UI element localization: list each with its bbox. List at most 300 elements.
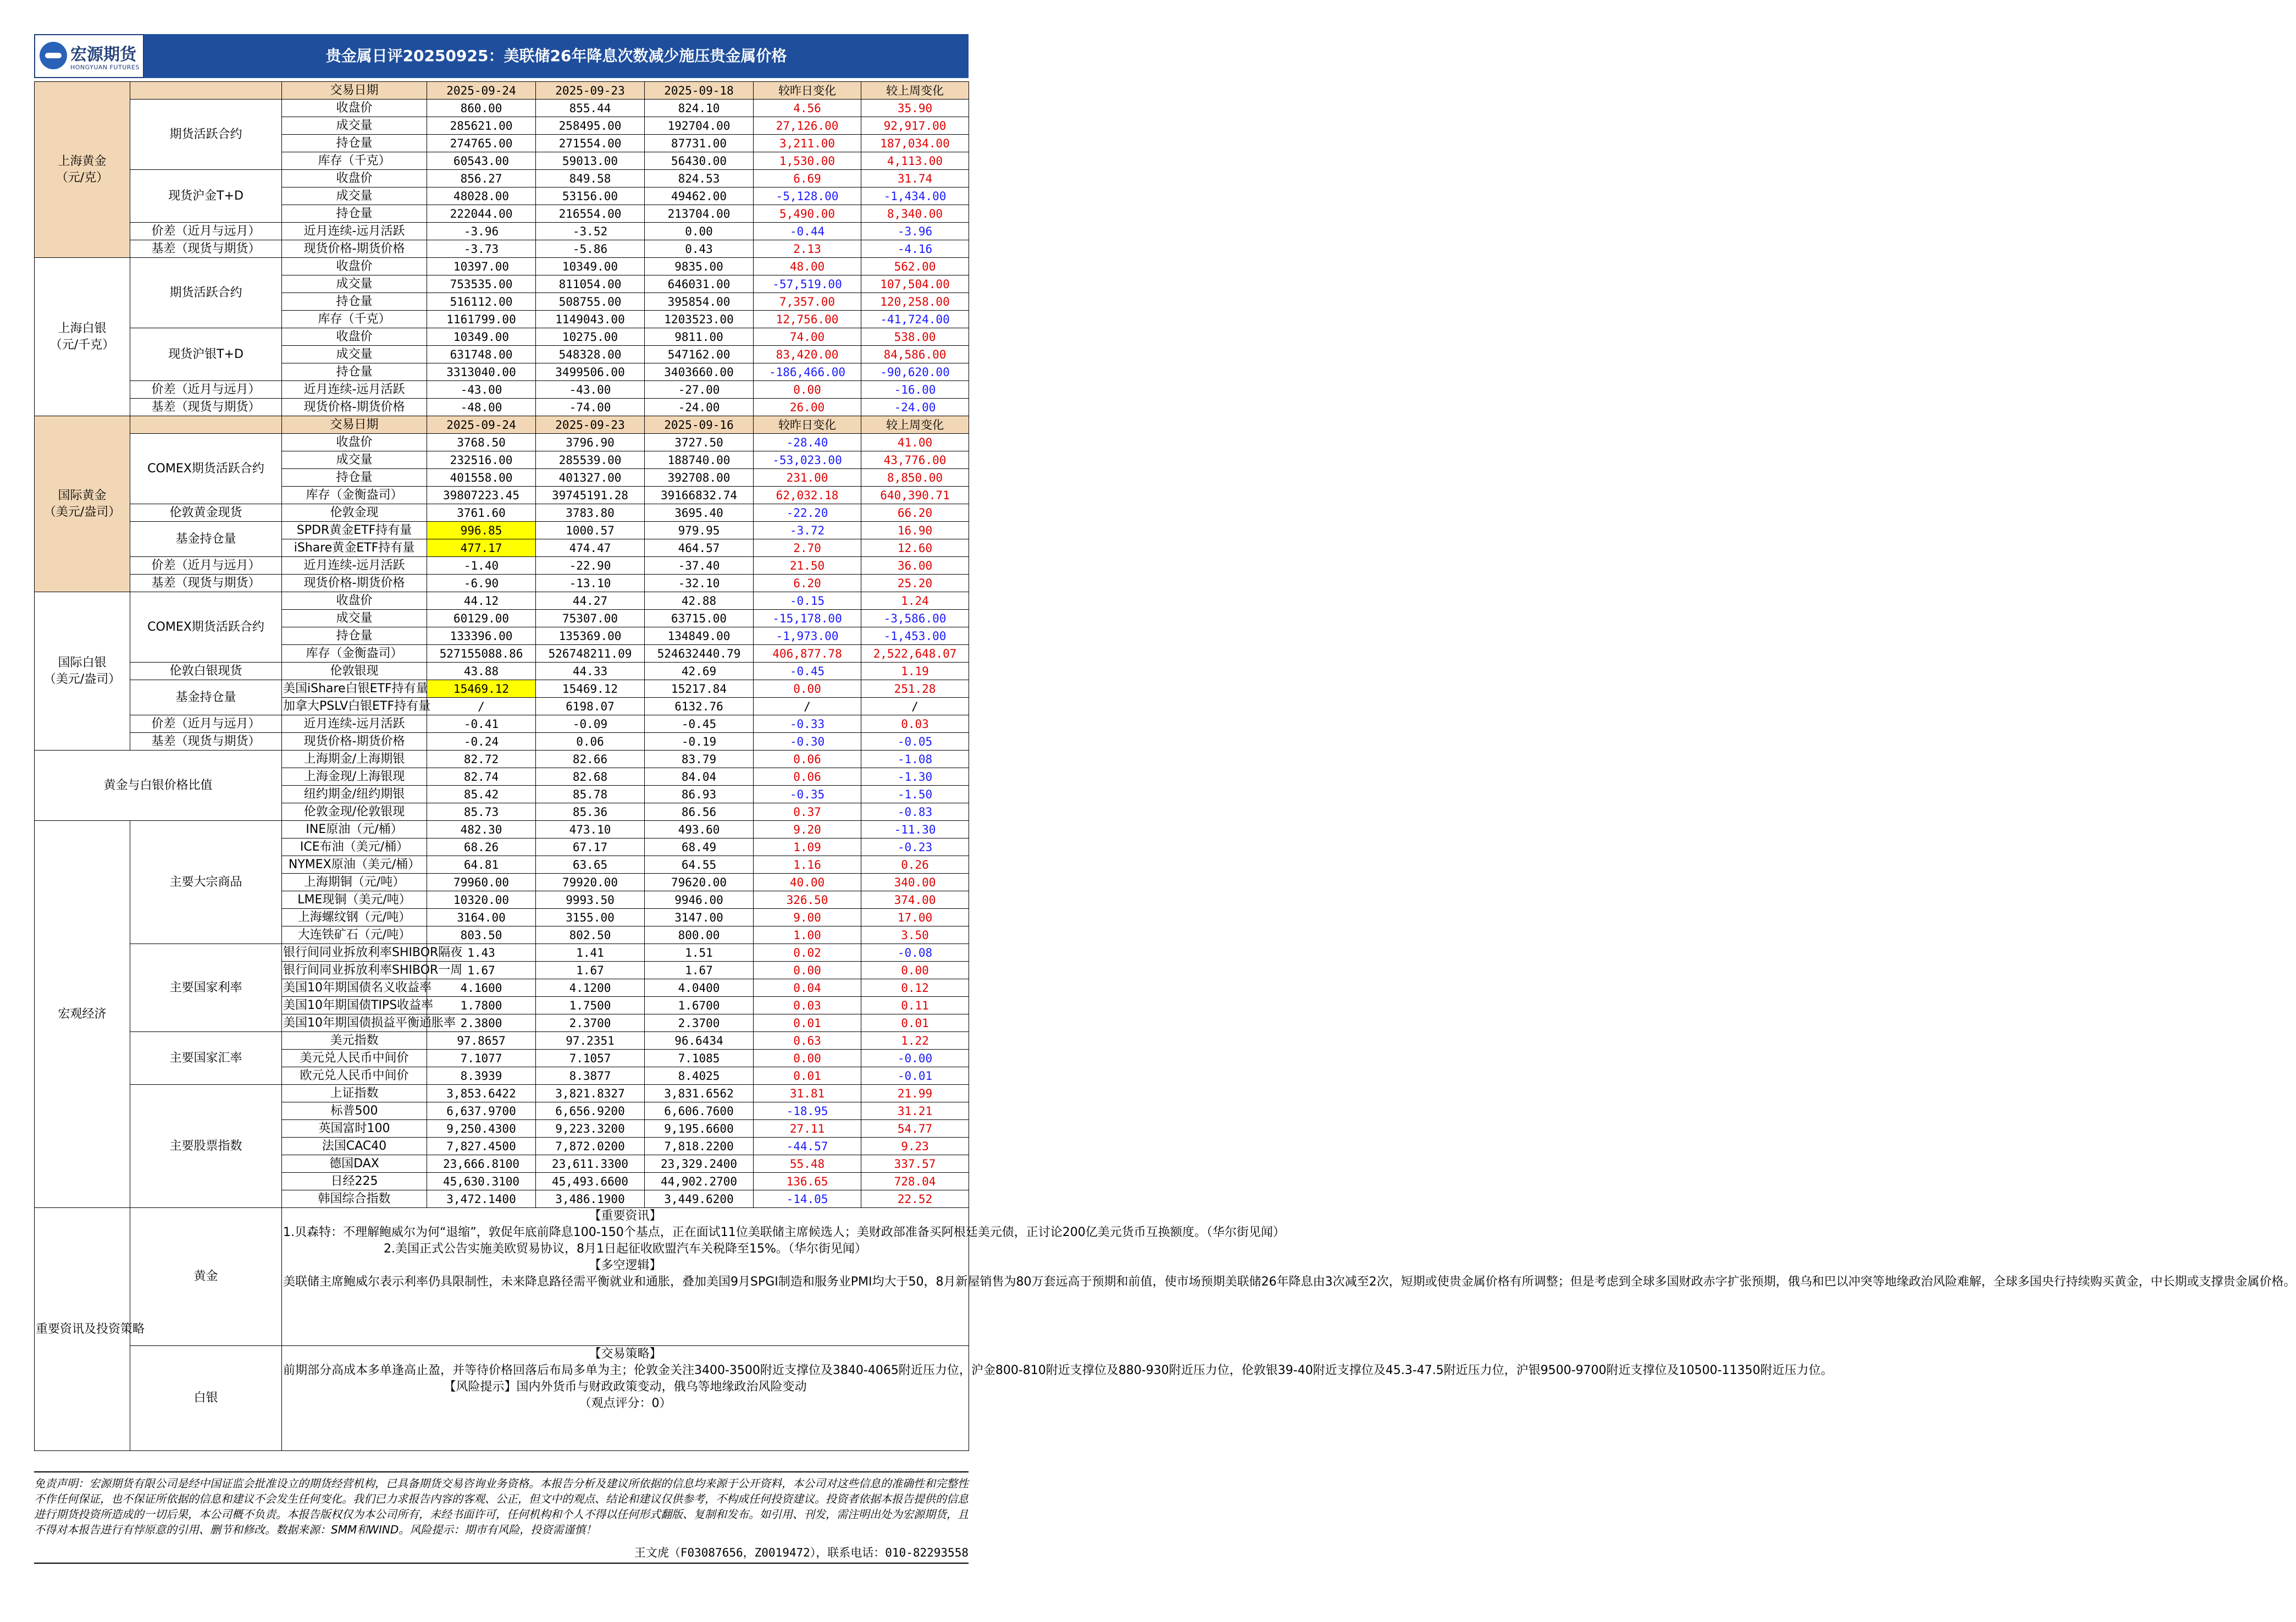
- date-header-cell: 2025-09-16: [645, 416, 754, 434]
- daily-change-cell: 136.65: [754, 1173, 861, 1190]
- strategy-text-gold: [282, 1208, 2296, 1346]
- value-cell: 68.26: [427, 838, 536, 856]
- metric-label: 持仓量: [282, 469, 427, 487]
- table-row: [35, 522, 969, 539]
- date-header-cell: 2025-09-23: [536, 416, 645, 434]
- value-cell: 526748211.09: [536, 645, 645, 663]
- value-cell: 3,486.1900: [536, 1190, 645, 1208]
- daily-change-cell: 231.00: [754, 469, 861, 487]
- daily-change-cell: 9.00: [754, 909, 861, 926]
- weekly-change-cell: 17.00: [861, 909, 969, 926]
- report-header: [34, 34, 969, 78]
- value-cell: 79620.00: [645, 874, 754, 891]
- logo-en: HONGYUAN FUTURES: [70, 64, 140, 71]
- daily-change-cell: -0.44: [754, 223, 861, 240]
- value-cell: 1.51: [645, 944, 754, 962]
- metric-label: 欧元兑人民币中间价: [282, 1067, 427, 1085]
- value-cell: 10349.00: [427, 328, 536, 346]
- value-cell: 401558.00: [427, 469, 536, 487]
- daily-change-cell: 48.00: [754, 258, 861, 275]
- daily-change-cell: -57,519.00: [754, 275, 861, 293]
- value-cell: 134849.00: [645, 627, 754, 645]
- weekly-change-cell: 54.77: [861, 1120, 969, 1138]
- date-header-cell: 2025-09-24: [427, 416, 536, 434]
- weekly-change-cell: -1,453.00: [861, 627, 969, 645]
- weekly-change-cell: -3.96: [861, 223, 969, 240]
- value-cell: 23,666.8100: [427, 1155, 536, 1173]
- table-row: [35, 733, 969, 751]
- strategy-category: 重要资讯及投资策略: [35, 1208, 130, 1451]
- weekly-change-cell: 0.11: [861, 997, 969, 1014]
- value-cell: 800.00: [645, 926, 754, 944]
- metric-label: 成交量: [282, 275, 427, 293]
- table-row: [35, 944, 969, 962]
- daily-change-cell: 2.13: [754, 240, 861, 258]
- weekly-change-cell: 92,917.00: [861, 117, 969, 135]
- daily-change-cell: 0.63: [754, 1032, 861, 1050]
- metric-label: 库存（金衡盎司）: [282, 645, 427, 663]
- value-cell: 15469.12: [427, 680, 536, 698]
- news-line: 【多空逻辑】: [589, 1259, 662, 1272]
- metric-label: 现货价格-期货价格: [282, 399, 427, 416]
- value-cell: 7,872.0200: [536, 1138, 645, 1155]
- value-cell: 631748.00: [427, 346, 536, 363]
- value-cell: 39166832.74: [645, 487, 754, 504]
- value-cell: 508755.00: [536, 293, 645, 311]
- daily-change-cell: -3.72: [754, 522, 861, 539]
- value-cell: 4.1200: [536, 979, 645, 997]
- weekly-change-cell: -0.01: [861, 1067, 969, 1085]
- table-row: [35, 821, 969, 838]
- weekly-change-cell: 12.60: [861, 539, 969, 557]
- blank-cell: [130, 416, 282, 434]
- weekly-change-cell: 25.20: [861, 575, 969, 592]
- value-cell: -74.00: [536, 399, 645, 416]
- weekly-change-cell: 31.74: [861, 170, 969, 187]
- section-label: 国际白银 （美元/盎司）: [35, 592, 130, 751]
- value-cell: 85.78: [536, 786, 645, 803]
- value-cell: 44.12: [427, 592, 536, 610]
- value-cell: 7,818.2200: [645, 1138, 754, 1155]
- metric-label: 成交量: [282, 610, 427, 627]
- daily-change-cell: 0.06: [754, 768, 861, 786]
- value-cell: 395854.00: [645, 293, 754, 311]
- metric-label: 加拿大PSLV白银ETF持有量: [282, 698, 427, 715]
- value-cell: 3768.50: [427, 434, 536, 451]
- group-label: COMEX期货活跃合约: [130, 592, 282, 663]
- value-cell: 1.7500: [536, 997, 645, 1014]
- table-row: [35, 751, 969, 768]
- value-cell: 59013.00: [536, 152, 645, 170]
- metric-label: 收盘价: [282, 100, 427, 117]
- group-label: 基差（现货与期货）: [130, 575, 282, 592]
- group-label: 价差（近月与远月）: [130, 381, 282, 399]
- table-row: [35, 240, 969, 258]
- value-cell: 23,329.2400: [645, 1155, 754, 1173]
- news-line: 1.贝森特：不理解鲍威尔为何“退缩”，敦促年底前降息100-150个基点，正在面试11位美联储主席候选人；美财政部准备买阿根廷美元债，正讨论200亿美元货币互换额度。（华尔街见闻）: [283, 1226, 1285, 1239]
- value-cell: 9993.50: [536, 891, 645, 909]
- value-cell: 3499506.00: [536, 363, 645, 381]
- news-line: （观点评分：0）: [579, 1397, 672, 1410]
- metric-label: 美国10年期国债TIPS收益率: [282, 997, 427, 1014]
- daily-change-cell: 0.04: [754, 979, 861, 997]
- value-cell: 802.50: [536, 926, 645, 944]
- value-cell: 477.17: [427, 539, 536, 557]
- table-row: [35, 715, 969, 733]
- news-line: 【交易策略】: [589, 1347, 662, 1361]
- value-cell: 7.1077: [427, 1050, 536, 1067]
- value-cell: 482.30: [427, 821, 536, 838]
- metric-label: 上海金现/上海银现: [282, 768, 427, 786]
- bottom-rule: [34, 1563, 969, 1564]
- weekly-change-cell: 251.28: [861, 680, 969, 698]
- daily-change-cell: 9.20: [754, 821, 861, 838]
- group-label: 价差（近月与远月）: [130, 557, 282, 575]
- value-cell: 68.49: [645, 838, 754, 856]
- group-label: 主要国家利率: [130, 944, 282, 1032]
- metric-label: 上海期铜（元/吨）: [282, 874, 427, 891]
- weekly-change-cell: 107,504.00: [861, 275, 969, 293]
- value-cell: 85.42: [427, 786, 536, 803]
- daily-change-cell: -14.05: [754, 1190, 861, 1208]
- value-cell: 85.73: [427, 803, 536, 821]
- value-cell: 44.27: [536, 592, 645, 610]
- metric-label: 持仓量: [282, 363, 427, 381]
- value-cell: 10320.00: [427, 891, 536, 909]
- value-cell: 274765.00: [427, 135, 536, 152]
- group-label: 基差（现货与期货）: [130, 240, 282, 258]
- weekly-change-cell: 8,850.00: [861, 469, 969, 487]
- daily-change-cell: 0.01: [754, 1067, 861, 1085]
- metric-label: 美元指数: [282, 1032, 427, 1050]
- weekly-change-cell: -1.50: [861, 786, 969, 803]
- value-cell: -43.00: [427, 381, 536, 399]
- value-cell: 213704.00: [645, 205, 754, 223]
- value-cell: 63.65: [536, 856, 645, 874]
- daily-change-cell: 0.01: [754, 1014, 861, 1032]
- metric-label: 英国富时100: [282, 1120, 427, 1138]
- metric-label: 日经225: [282, 1173, 427, 1190]
- value-cell: /: [427, 698, 536, 715]
- value-cell: 86.93: [645, 786, 754, 803]
- value-cell: 3164.00: [427, 909, 536, 926]
- metric-label: 收盘价: [282, 592, 427, 610]
- weekly-change-cell: -24.00: [861, 399, 969, 416]
- value-cell: 3,472.1400: [427, 1190, 536, 1208]
- value-cell: 464.57: [645, 539, 754, 557]
- strategy-silver-label: 白银: [130, 1346, 282, 1451]
- date-header-row: [35, 82, 969, 100]
- value-cell: 82.74: [427, 768, 536, 786]
- metric-label: 库存（千克）: [282, 311, 427, 328]
- value-cell: 3727.50: [645, 434, 754, 451]
- value-cell: 15217.84: [645, 680, 754, 698]
- metric-label: 库存（金衡盎司）: [282, 487, 427, 504]
- group-label: 价差（近月与远月）: [130, 715, 282, 733]
- daily-change-cell: -0.30: [754, 733, 861, 751]
- group-label: 价差（近月与远月）: [130, 223, 282, 240]
- weekly-change-cell: 22.52: [861, 1190, 969, 1208]
- daily-change-cell: 0.06: [754, 751, 861, 768]
- metric-label: 纽约期金/纽约期银: [282, 786, 427, 803]
- value-cell: 64.81: [427, 856, 536, 874]
- group-label: 基金持仓量: [130, 680, 282, 715]
- value-cell: 7.1057: [536, 1050, 645, 1067]
- metric-label: 上证指数: [282, 1085, 427, 1102]
- weekly-change-cell: 35.90: [861, 100, 969, 117]
- date-header-cell: 较昨日变化: [754, 82, 861, 100]
- value-cell: -5.86: [536, 240, 645, 258]
- daily-change-cell: 21.50: [754, 557, 861, 575]
- metric-label: 持仓量: [282, 627, 427, 645]
- metric-label: iShare黄金ETF持有量: [282, 539, 427, 557]
- value-cell: 1.7800: [427, 997, 536, 1014]
- daily-change-cell: 55.48: [754, 1155, 861, 1173]
- daily-change-cell: 74.00: [754, 328, 861, 346]
- metric-label: INE原油（元/桶）: [282, 821, 427, 838]
- value-cell: 188740.00: [645, 451, 754, 469]
- value-cell: 53156.00: [536, 187, 645, 205]
- value-cell: 0.00: [645, 223, 754, 240]
- weekly-change-cell: 4,113.00: [861, 152, 969, 170]
- daily-change-cell: 0.02: [754, 944, 861, 962]
- value-cell: 9,250.4300: [427, 1120, 536, 1138]
- value-cell: 547162.00: [645, 346, 754, 363]
- value-cell: 39807223.45: [427, 487, 536, 504]
- value-cell: 527155088.86: [427, 645, 536, 663]
- value-cell: 996.85: [427, 522, 536, 539]
- group-label: 伦敦白银现货: [130, 663, 282, 680]
- value-cell: 258495.00: [536, 117, 645, 135]
- metric-label: 持仓量: [282, 135, 427, 152]
- value-cell: 8.4025: [645, 1067, 754, 1085]
- metric-label: LME现铜（美元/吨）: [282, 891, 427, 909]
- value-cell: 3,449.6200: [645, 1190, 754, 1208]
- value-cell: 2.3700: [536, 1014, 645, 1032]
- metric-label: 成交量: [282, 451, 427, 469]
- table-row: [35, 1085, 969, 1102]
- weekly-change-cell: 340.00: [861, 874, 969, 891]
- value-cell: 524632440.79: [645, 645, 754, 663]
- value-cell: -3.96: [427, 223, 536, 240]
- analyst-signature: 王文虎（F03087656，Z0019472），联系电话：010-82293558: [634, 1546, 969, 1559]
- weekly-change-cell: 84,586.00: [861, 346, 969, 363]
- daily-change-cell: -28.40: [754, 434, 861, 451]
- daily-change-cell: 1.09: [754, 838, 861, 856]
- value-cell: 3,853.6422: [427, 1085, 536, 1102]
- value-cell: 4.0400: [645, 979, 754, 997]
- metric-label: 收盘价: [282, 434, 427, 451]
- daily-change-cell: 7,357.00: [754, 293, 861, 311]
- value-cell: 232516.00: [427, 451, 536, 469]
- weekly-change-cell: 0.12: [861, 979, 969, 997]
- weekly-change-cell: 36.00: [861, 557, 969, 575]
- daily-change-cell: -0.15: [754, 592, 861, 610]
- value-cell: 4.1600: [427, 979, 536, 997]
- weekly-change-cell: 31.21: [861, 1102, 969, 1120]
- value-cell: 548328.00: [536, 346, 645, 363]
- weekly-change-cell: -1.30: [861, 768, 969, 786]
- table-row: [35, 663, 969, 680]
- value-cell: -0.24: [427, 733, 536, 751]
- price-table: [34, 81, 2296, 1451]
- metric-label: 收盘价: [282, 328, 427, 346]
- table-row: [35, 381, 969, 399]
- table-row: [35, 223, 969, 240]
- daily-change-cell: 0.03: [754, 997, 861, 1014]
- value-cell: 9,195.6600: [645, 1120, 754, 1138]
- news-line: 【重要资讯】: [589, 1209, 662, 1223]
- weekly-change-cell: 640,390.71: [861, 487, 969, 504]
- news-line: 2.美国正式公告实施美欧贸易协议，8月1日起征收欧盟汽车关税降至15%。（华尔街见闻）: [384, 1242, 867, 1256]
- metric-label: 收盘价: [282, 170, 427, 187]
- value-cell: 10275.00: [536, 328, 645, 346]
- metric-label: 伦敦金现/伦敦银现: [282, 803, 427, 821]
- value-cell: 1.67: [536, 962, 645, 979]
- value-cell: 474.47: [536, 539, 645, 557]
- group-label: 基金持仓量: [130, 522, 282, 557]
- metric-label: 成交量: [282, 346, 427, 363]
- strategy-text-silver: [282, 1346, 1833, 1451]
- table-row: [35, 680, 969, 698]
- group-label: 现货沪金T+D: [130, 170, 282, 223]
- section-label: 上海白银 （元/千克）: [35, 258, 130, 416]
- value-cell: 3,831.6562: [645, 1085, 754, 1102]
- date-header-cell: 较昨日变化: [754, 416, 861, 434]
- daily-change-cell: 3,211.00: [754, 135, 861, 152]
- value-cell: -24.00: [645, 399, 754, 416]
- value-cell: 84.04: [645, 768, 754, 786]
- daily-change-cell: 0.00: [754, 962, 861, 979]
- metric-label: 银行间同业拆放利率SHIBOR隔夜: [282, 944, 427, 962]
- value-cell: 9835.00: [645, 258, 754, 275]
- weekly-change-cell: 187,034.00: [861, 135, 969, 152]
- value-cell: 43.88: [427, 663, 536, 680]
- value-cell: 42.88: [645, 592, 754, 610]
- value-cell: 646031.00: [645, 275, 754, 293]
- value-cell: 192704.00: [645, 117, 754, 135]
- value-cell: 85.36: [536, 803, 645, 821]
- value-cell: 1203523.00: [645, 311, 754, 328]
- metric-label: 现货价格-期货价格: [282, 733, 427, 751]
- value-cell: 824.10: [645, 100, 754, 117]
- value-cell: 23,611.3300: [536, 1155, 645, 1173]
- weekly-change-cell: -1,434.00: [861, 187, 969, 205]
- value-cell: 1000.57: [536, 522, 645, 539]
- group-label: 伦敦黄金现货: [130, 504, 282, 522]
- value-cell: 3796.90: [536, 434, 645, 451]
- weekly-change-cell: 2,522,648.07: [861, 645, 969, 663]
- weekly-change-cell: 0.01: [861, 1014, 969, 1032]
- value-cell: 97.8657: [427, 1032, 536, 1050]
- metric-label: 成交量: [282, 117, 427, 135]
- weekly-change-cell: -90,620.00: [861, 363, 969, 381]
- table-row: [35, 557, 969, 575]
- value-cell: 401327.00: [536, 469, 645, 487]
- value-cell: 86.56: [645, 803, 754, 821]
- value-cell: 271554.00: [536, 135, 645, 152]
- value-cell: 824.53: [645, 170, 754, 187]
- weekly-change-cell: -41,724.00: [861, 311, 969, 328]
- value-cell: 1149043.00: [536, 311, 645, 328]
- weekly-change-cell: 562.00: [861, 258, 969, 275]
- daily-change-cell: 0.37: [754, 803, 861, 821]
- value-cell: 473.10: [536, 821, 645, 838]
- value-cell: 82.68: [536, 768, 645, 786]
- value-cell: 1.67: [427, 962, 536, 979]
- metric-label: 成交量: [282, 187, 427, 205]
- value-cell: 811054.00: [536, 275, 645, 293]
- weekly-change-cell: -0.05: [861, 733, 969, 751]
- metric-label: 美国10年期国债名义收益率: [282, 979, 427, 997]
- value-cell: 856.27: [427, 170, 536, 187]
- value-cell: 849.58: [536, 170, 645, 187]
- metric-label: 美元兑人民币中间价: [282, 1050, 427, 1067]
- value-cell: 3155.00: [536, 909, 645, 926]
- metric-label: 持仓量: [282, 293, 427, 311]
- section-label: 国际黄金 （美元/盎司）: [35, 416, 130, 592]
- value-cell: 79920.00: [536, 874, 645, 891]
- value-cell: 60543.00: [427, 152, 536, 170]
- weekly-change-cell: 3.50: [861, 926, 969, 944]
- value-cell: 803.50: [427, 926, 536, 944]
- metric-label: SPDR黄金ETF持有量: [282, 522, 427, 539]
- table-row: [35, 328, 969, 346]
- value-cell: 3783.80: [536, 504, 645, 522]
- value-cell: 6,606.7600: [645, 1102, 754, 1120]
- value-cell: 44.33: [536, 663, 645, 680]
- daily-change-cell: 1.16: [754, 856, 861, 874]
- table-row: [35, 258, 969, 275]
- value-cell: 9811.00: [645, 328, 754, 346]
- value-cell: 10349.00: [536, 258, 645, 275]
- daily-change-cell: 1,530.00: [754, 152, 861, 170]
- section-label: 宏观经济: [35, 821, 130, 1208]
- value-cell: 44,902.2700: [645, 1173, 754, 1190]
- value-cell: 87731.00: [645, 135, 754, 152]
- value-cell: 82.72: [427, 751, 536, 768]
- weekly-change-cell: 120,258.00: [861, 293, 969, 311]
- value-cell: -0.41: [427, 715, 536, 733]
- value-cell: 3147.00: [645, 909, 754, 926]
- value-cell: 3761.60: [427, 504, 536, 522]
- value-cell: 56430.00: [645, 152, 754, 170]
- value-cell: 64.55: [645, 856, 754, 874]
- blank-cell: [130, 82, 282, 100]
- weekly-change-cell: 9.23: [861, 1138, 969, 1155]
- weekly-change-cell: -0.00: [861, 1050, 969, 1067]
- table-row: [35, 434, 969, 451]
- daily-change-cell: 40.00: [754, 874, 861, 891]
- metric-label: 美国iShare白银ETF持有量: [282, 680, 427, 698]
- metric-label: 现货价格-期货价格: [282, 240, 427, 258]
- value-cell: 1.6700: [645, 997, 754, 1014]
- weekly-change-cell: 8,340.00: [861, 205, 969, 223]
- value-cell: 493.60: [645, 821, 754, 838]
- daily-change-cell: 26.00: [754, 399, 861, 416]
- group-label: 基差（现货与期货）: [130, 733, 282, 751]
- value-cell: 0.43: [645, 240, 754, 258]
- weekly-change-cell: 1.19: [861, 663, 969, 680]
- weekly-change-cell: -4.16: [861, 240, 969, 258]
- metric-label: NYMEX原油（美元/桶）: [282, 856, 427, 874]
- metric-label: 法国CAC40: [282, 1138, 427, 1155]
- news-line: 【风险提示】国内外货币与财政政策变动，俄乌等地缘政治风险变动: [444, 1380, 807, 1394]
- table-row: [35, 575, 969, 592]
- daily-change-cell: 62,032.18: [754, 487, 861, 504]
- value-cell: -1.40: [427, 557, 536, 575]
- value-cell: -0.09: [536, 715, 645, 733]
